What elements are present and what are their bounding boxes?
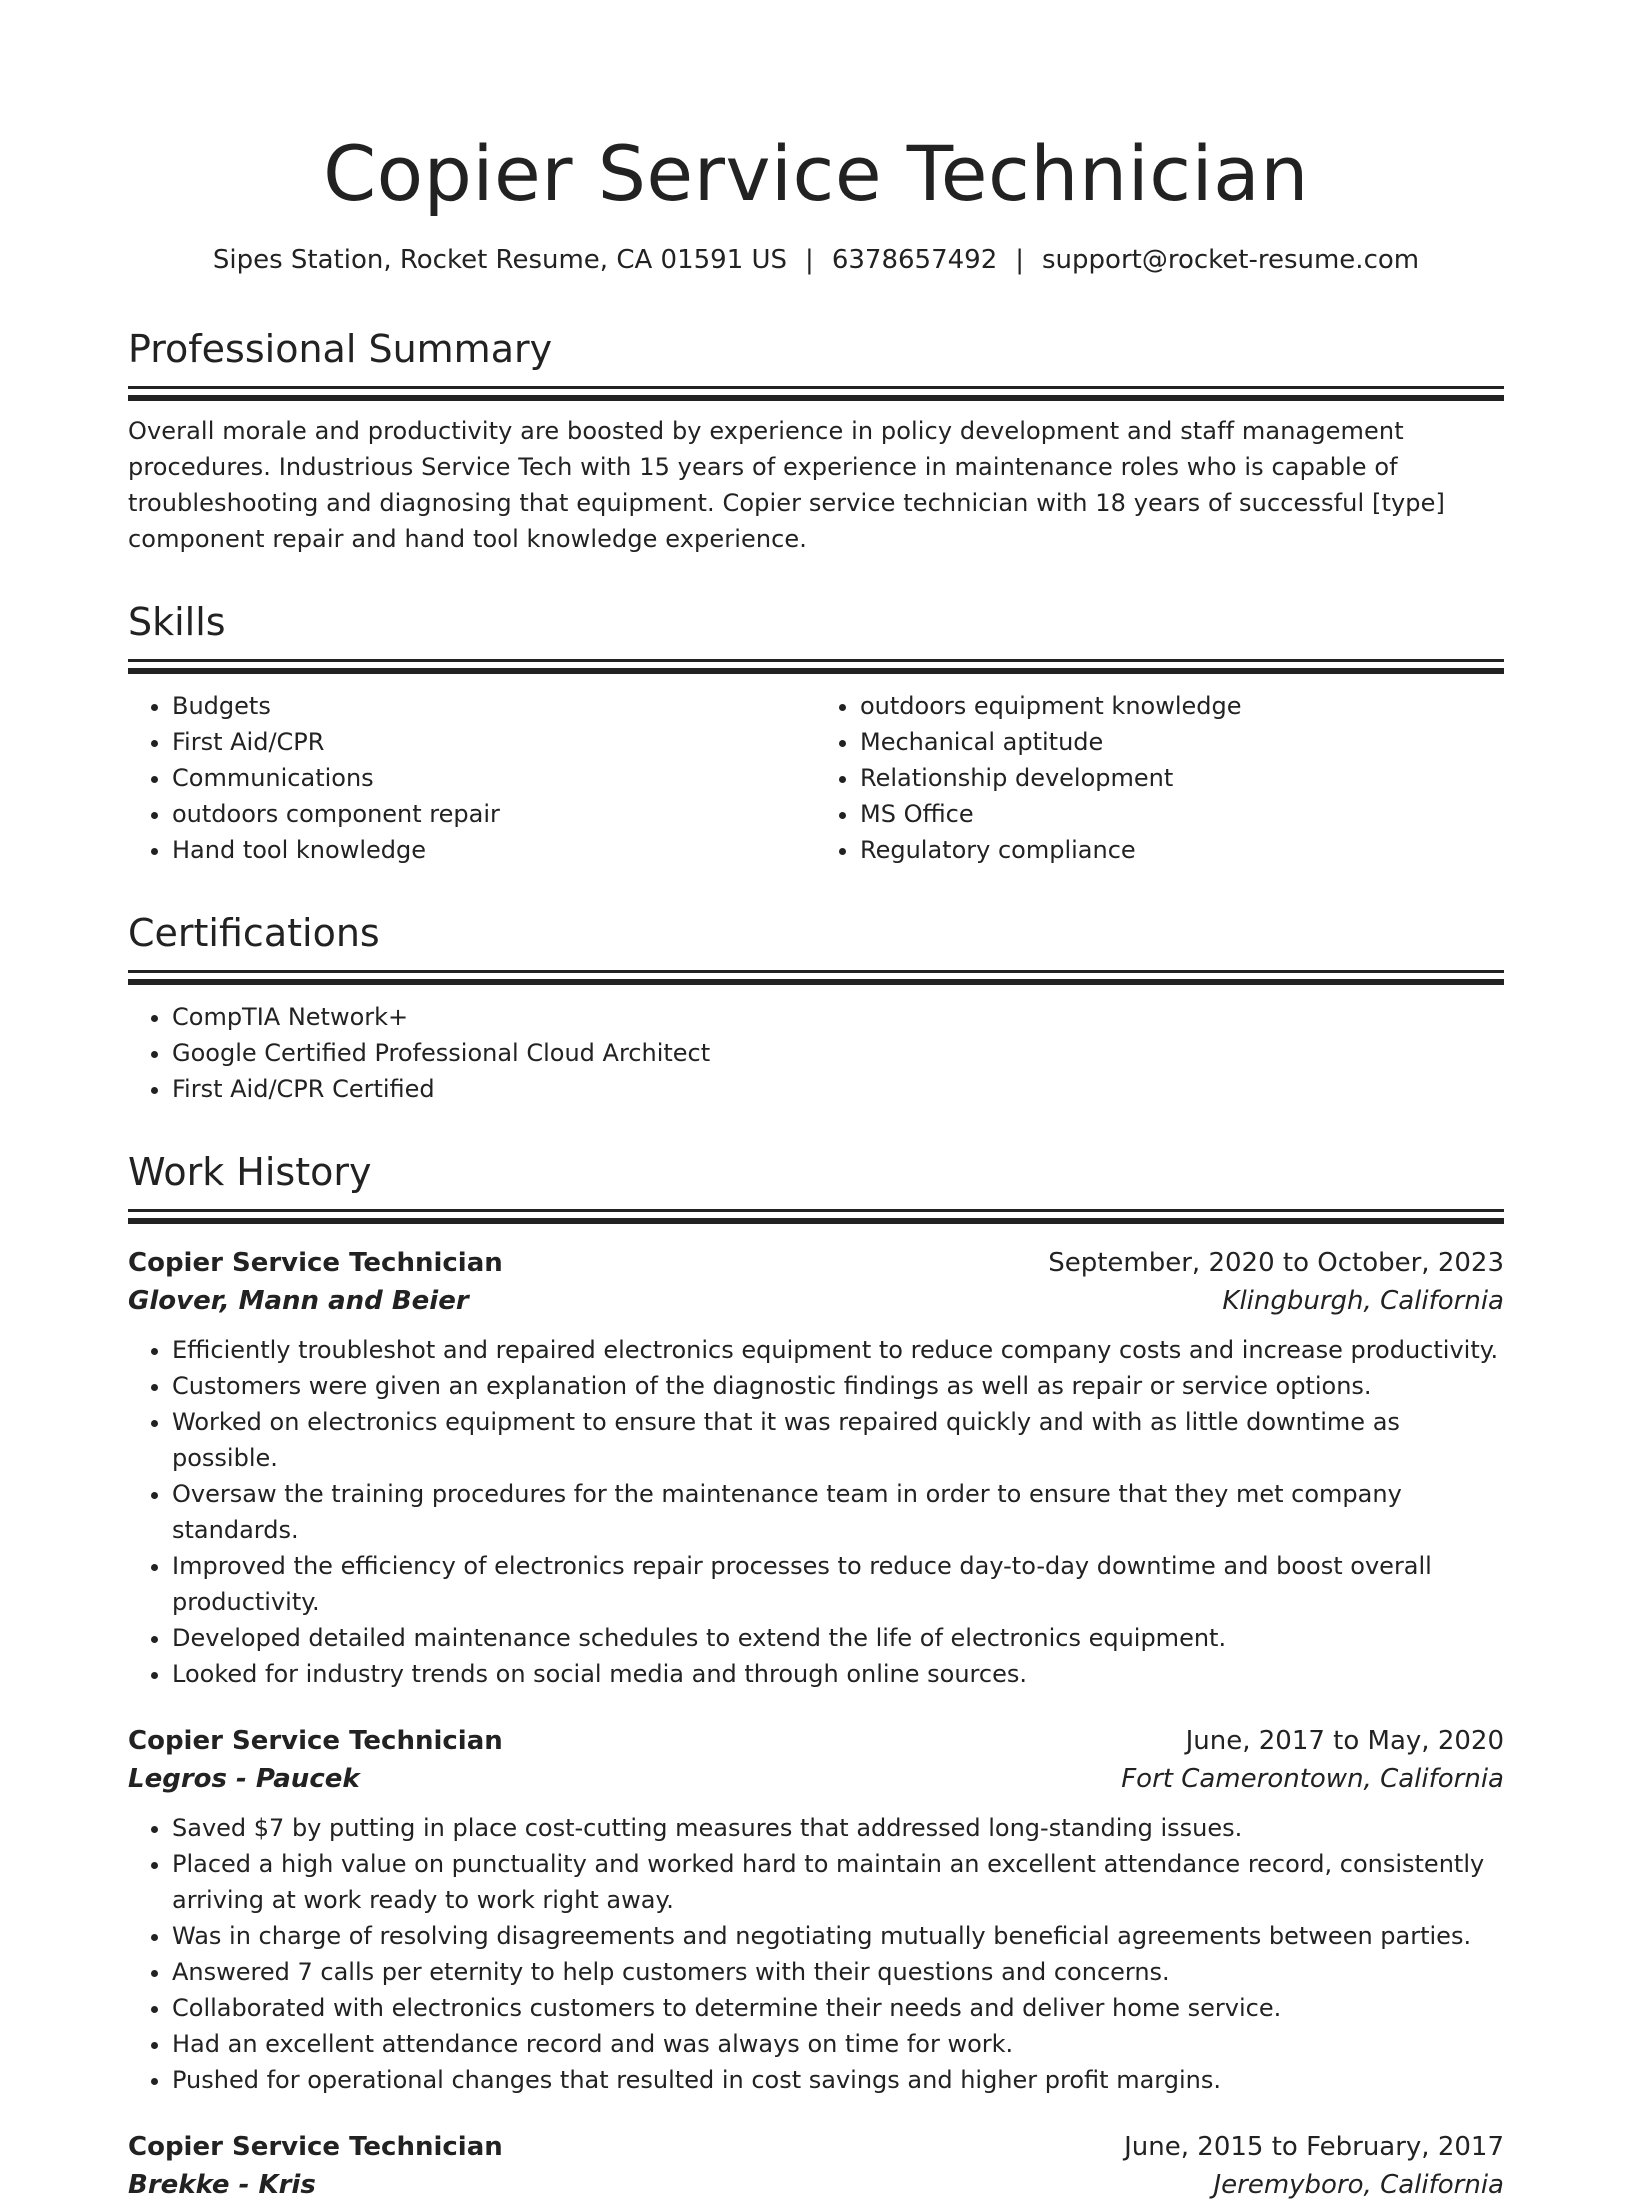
job-location: Fort Camerontown, California — [1121, 1764, 1504, 1794]
job-location: Jeremyboro, California — [1213, 2170, 1504, 2200]
certifications-section — [128, 908, 1504, 1107]
job-bullet: • Worked on electronics equipment to ensure that it was repaired quickly and with as little downtime as possible. — [172, 1404, 1504, 1476]
job-company: Brekke - Kris — [128, 2170, 316, 2200]
skill-item: • outdoors equipment knowledge — [860, 688, 1504, 724]
skill-item: • Mechanical aptitude — [860, 724, 1504, 760]
section-divider — [128, 979, 1504, 985]
skills-heading: Skills — [128, 600, 226, 644]
section-divider — [128, 395, 1504, 401]
job-bullets — [128, 1332, 1504, 1692]
resume-name: Copier Service Technician — [323, 129, 1309, 218]
summary-heading: Professional Summary — [128, 327, 553, 371]
skills-list-right — [816, 688, 1504, 868]
skill-item: • Hand tool knowledge — [172, 832, 816, 868]
certification-item: • CompTIA Network+ — [172, 999, 1504, 1035]
skill-item: • Communications — [172, 760, 816, 796]
skill-item: • Relationship development — [860, 760, 1504, 796]
job-bullet: • Customers were given an explanation of the diagnostic findings as well as repair or service options. — [172, 1368, 1504, 1404]
job-location: Klingburgh, California — [1222, 1286, 1504, 1316]
job-bullet: • Placed a high value on punctuality and worked hard to maintain an excellent attendance record, consistently arriving at work ready to work right away. — [172, 1846, 1504, 1918]
skill-item: • First Aid/CPR — [172, 724, 816, 760]
job-bullet: • Developed detailed maintenance schedules to extend the life of electronics equipment. — [172, 1620, 1504, 1656]
contact-address: Sipes Station, Rocket Resume, CA 01591 US — [212, 245, 788, 275]
job-company: Glover, Mann and Beier — [128, 1286, 469, 1316]
job-bullet: • Answered 7 calls per eternity to help customers with their questions and concerns. — [172, 1954, 1504, 1990]
contact-line — [128, 242, 1504, 278]
job-dates: June, 2015 to February, 2017 — [1124, 2132, 1504, 2162]
skills-grid — [128, 688, 1504, 868]
work-history-section — [128, 1147, 1504, 2204]
job-bullet: • Looked for industry trends on social media and through online sources. — [172, 1656, 1504, 1692]
section-divider — [128, 386, 1504, 389]
job-dates: September, 2020 to October, 2023 — [1048, 1248, 1504, 1278]
job-company-row — [128, 1760, 1504, 1798]
job-bullet: • Was in charge of resolving disagreements and negotiating mutually beneficial agreements between parties. — [172, 1918, 1504, 1954]
job-company-row — [128, 2166, 1504, 2204]
job-bullet: • Oversaw the training procedures for the maintenance team in order to ensure that they met company standards. — [172, 1476, 1504, 1548]
job-title: Copier Service Technician — [128, 1248, 503, 1278]
job-header-row — [128, 1244, 1504, 1282]
job-bullet: • Efficiently troubleshot and repaired electronics equipment to reduce company costs and increase productivity. — [172, 1332, 1504, 1368]
skill-item: • MS Office — [860, 796, 1504, 832]
skills-section — [128, 597, 1504, 868]
contact-email: support@rocket-resume.com — [1042, 245, 1420, 275]
skills-list-left — [128, 688, 816, 868]
job-bullet: • Had an excellent attendance record and was always on time for work. — [172, 2026, 1504, 2062]
job-dates: June, 2017 to May, 2020 — [1185, 1726, 1504, 1756]
skill-item: • Budgets — [172, 688, 816, 724]
summary-text: Overall morale and productivity are boosted by experience in policy development and staff management procedures. Industrious Service Tech with 15 years of experience in maintenance roles who is capable of troubleshooting and diagnosing that equipment. Copier service technician with 18 years of successful [type] component repair and hand tool knowledge experience. — [128, 417, 1445, 553]
section-divider — [128, 1209, 1504, 1212]
summary-section — [128, 324, 1504, 557]
skill-item: • outdoors component repair — [172, 796, 816, 832]
job-bullet: • Improved the efficiency of electronics repair processes to reduce day-to-day downtime and boost overall productivity. — [172, 1548, 1504, 1620]
contact-separator: | — [1015, 245, 1024, 275]
job-bullets — [128, 1810, 1504, 2098]
job-company: Legros - Paucek — [128, 1764, 360, 1794]
contact-phone: 6378657492 — [831, 245, 998, 275]
job-entry — [128, 2128, 1504, 2204]
job-bullet: • Collaborated with electronics customers to determine their needs and deliver home service. — [172, 1990, 1504, 2026]
work-history-heading: Work History — [128, 1150, 372, 1194]
certification-item: • First Aid/CPR Certified — [172, 1071, 1504, 1107]
job-header-row — [128, 2128, 1504, 2166]
job-entry — [128, 1722, 1504, 2098]
job-title: Copier Service Technician — [128, 2132, 503, 2162]
section-divider — [128, 1218, 1504, 1224]
contact-separator: | — [805, 245, 814, 275]
job-bullet: • Pushed for operational changes that resulted in cost savings and higher profit margins. — [172, 2062, 1504, 2098]
job-header-row — [128, 1722, 1504, 1760]
section-divider — [128, 668, 1504, 674]
job-bullet: • Saved $7 by putting in place cost-cutting measures that addressed long-standing issues. — [172, 1810, 1504, 1846]
section-divider — [128, 970, 1504, 973]
certifications-heading: Certifications — [128, 911, 380, 955]
job-title: Copier Service Technician — [128, 1726, 503, 1756]
job-company-row — [128, 1282, 1504, 1320]
certifications-list — [128, 999, 1504, 1107]
certification-item: • Google Certified Professional Cloud Architect — [172, 1035, 1504, 1071]
job-entry — [128, 1244, 1504, 1692]
skill-item: • Regulatory compliance — [860, 832, 1504, 868]
section-divider — [128, 659, 1504, 662]
